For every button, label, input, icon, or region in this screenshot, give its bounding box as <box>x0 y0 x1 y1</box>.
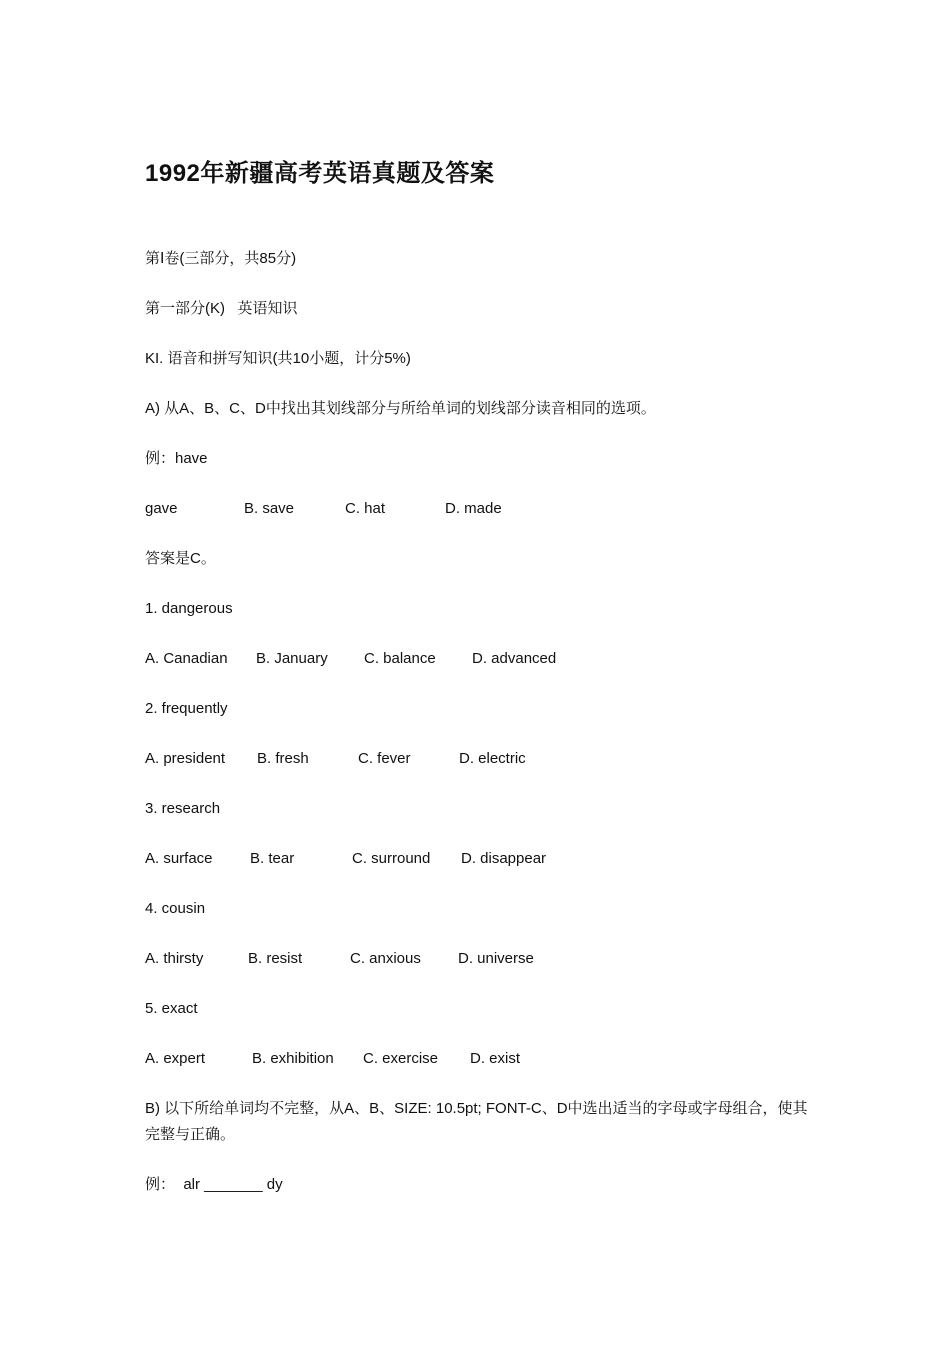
option-c: C. exercise <box>363 1050 439 1067</box>
option-c: C. balance <box>364 650 436 667</box>
section-header: 第Ⅰ卷(三部分，共85分) <box>145 250 297 267</box>
question-stem: 5. exact <box>145 1000 198 1017</box>
example-option: C. hat <box>345 500 386 517</box>
example-option: D. made <box>445 500 502 517</box>
example-answer: 答案是C。 <box>145 550 216 567</box>
part-one-heading: 第一部分(K) 英语知识 <box>145 300 298 317</box>
question-stem: 1. dangerous <box>145 600 233 617</box>
option-c: C. surround <box>352 850 431 867</box>
option-d: D. universe <box>458 950 534 967</box>
option-a: A. surface <box>145 850 213 867</box>
option-b: B. exhibition <box>252 1050 334 1067</box>
option-d: D. electric <box>459 750 526 767</box>
option-b: B. January <box>256 650 328 667</box>
question-stem: 3. research <box>145 800 221 817</box>
option-a: A. thirsty <box>145 950 204 967</box>
option-b: B. fresh <box>257 750 309 767</box>
option-c: C. anxious <box>350 950 421 967</box>
question-stem: 2. frequently <box>145 700 228 717</box>
example-b: 例： alr _______ dy <box>145 1176 283 1193</box>
option-a: A. Canadian <box>145 650 228 667</box>
option-a: A. president <box>145 750 226 767</box>
document-title: 1992年新疆高考英语真题及答案 <box>145 160 495 187</box>
option-b: B. tear <box>250 850 295 867</box>
example-option: B. save <box>244 500 295 517</box>
option-d: D. disappear <box>461 850 547 867</box>
option-d: D. advanced <box>472 650 557 667</box>
option-d: D. exist <box>470 1050 521 1067</box>
instruction-a: A) 从A、B、C、D中找出其划线部分与所给单词的划线部分读音相同的选项。 <box>145 400 656 417</box>
example-label: 例：have <box>145 450 208 467</box>
option-c: C. fever <box>358 750 411 767</box>
option-a: A. expert <box>145 1050 206 1067</box>
k1-heading: KI. 语音和拼写知识(共10小题，计分5%) <box>145 350 411 367</box>
option-b: B. resist <box>248 950 303 967</box>
question-stem: 4. cousin <box>145 900 206 917</box>
example-option: gave <box>145 500 178 517</box>
instruction-b: B) 以下所给单词均不完整，从A、B、SIZE: 10.5pt; FONT-C、D中选出适当的字母或字母组合，使其完整与正确。 <box>145 1100 808 1143</box>
